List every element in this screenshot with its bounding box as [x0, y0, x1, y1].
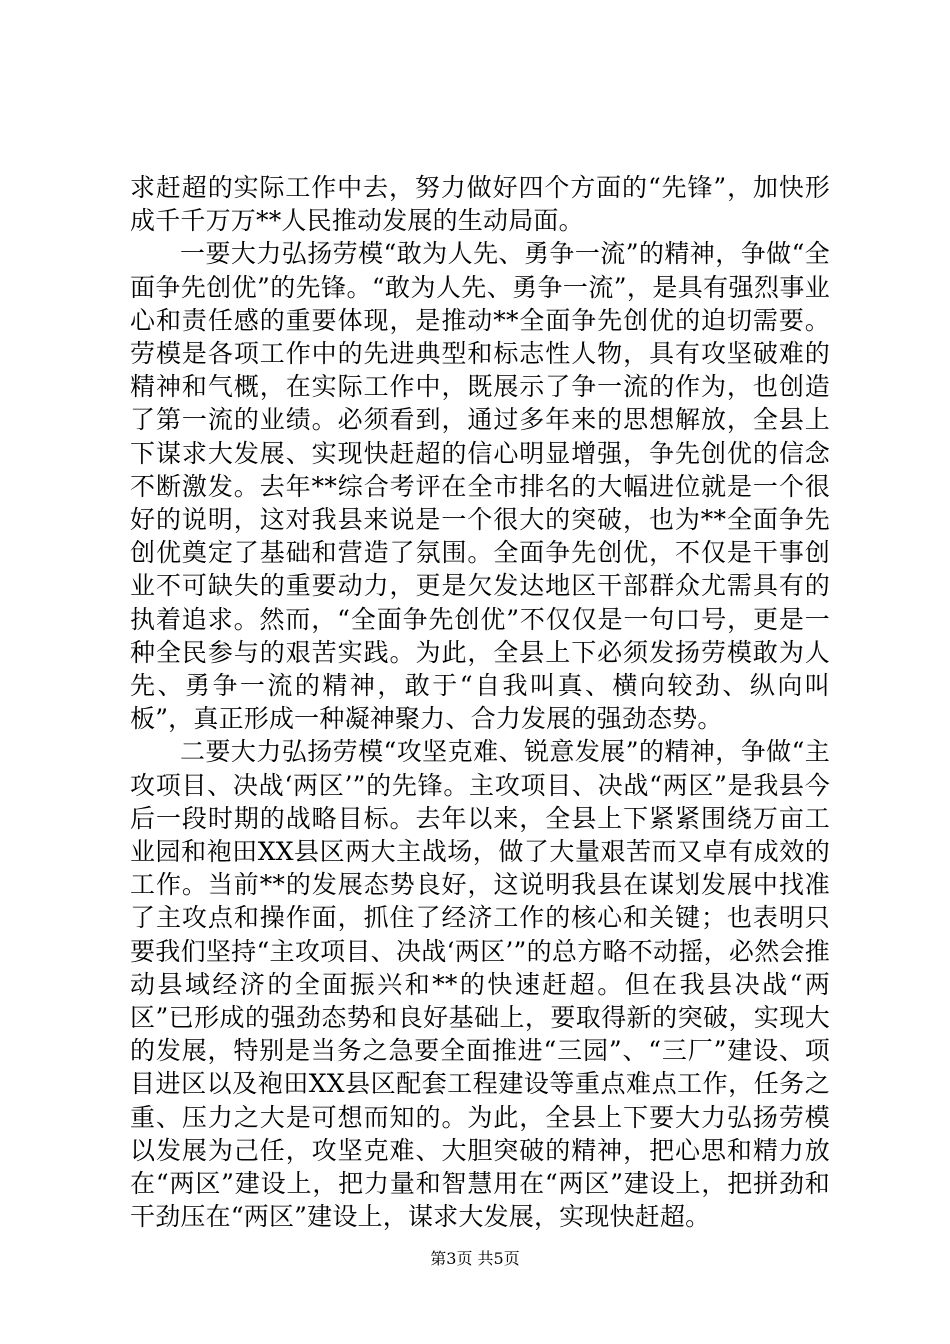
document-body [130, 171, 830, 1234]
paragraph-second-point: 二要大力弘扬劳模“攻坚克难、锐意发展”的精神，争做“主攻项目、决战‘两区’”的先锋。主攻项目、决战“两区”是我县今后一段时期的战略目标。去年以来，全县上下紧紧围绕万亩工业园和袍田XX县区两大主战场，做了大量艰苦而又卓有成效的工作。当前**的发展态势良好，这说明我县在谋划发展中找准了主攻点和操作面，抓住了经济工作的核心和关键；也表明只要我们坚持“主攻项目、决战‘两区’”的总方略不动摇，必然会推动县域经济的全面振兴和**的快速赶超。但在我县决战“两区”已形成的强劲态势和良好基础上，要取得新的突破，实现大的发展，特别是当务之急要全面推进“三园”、“三厂”建设、项目进区以及袍田XX县区配套工程建设等重点难点工作，任务之重、压力之大是可想而知的。为此，全县上下要大力弘扬劳模以发展为己任，攻坚克难、大胆突破的精神，把心思和精力放在“两区”建设上，把力量和智慧用在“两区”建设上，把拼劲和干劲压在“两区”建设上，谋求大发展，实现快赶超。 [130, 737, 830, 1232]
paragraph-continuation: 求赶超的实际工作中去，努力做好四个方面的“先锋”，加快形成千千万万**人民推动发展的生动局面。 [130, 173, 830, 236]
page-number-footer: 第3页 共5页 [430, 1249, 520, 1268]
paragraph-first-point: 一要大力弘扬劳模“敢为人先、勇争一流”的精神，争做“全面争先创优”的先锋。“敢为人先、勇争一流”，是具有强烈事业心和责任感的重要体现，是推动**全面争先创优的迫切需要。劳模是各项工作中的先进典型和标志性人物，具有攻坚破难的精神和气概，在实际工作中，既展示了争一流的作为，也创造了第一流的业绩。必须看到，通过多年来的思想解放，全县上下谋求大发展、实现快赶超的信心明显增强，争先创优的信念不断激发。去年**综合考评在全市排名的大幅进位就是一个很好的说明，这对我县来说是一个很大的突破，也为**全面争先创优奠定了基础和营造了氛围。全面争先创优，不仅是干事创业不可缺失的重要动力，更是欠发达地区干部群众尤需具有的执着追求。然而，“全面争先创优”不仅仅是一句口号，更是一种全民参与的艰苦实践。为此，全县上下必须发扬劳模敢为人先、勇争一流的精神，敢于“自我叫真、横向较劲、纵向叫板”，真正形成一种凝神聚力、合力发展的强劲态势。 [130, 239, 830, 734]
